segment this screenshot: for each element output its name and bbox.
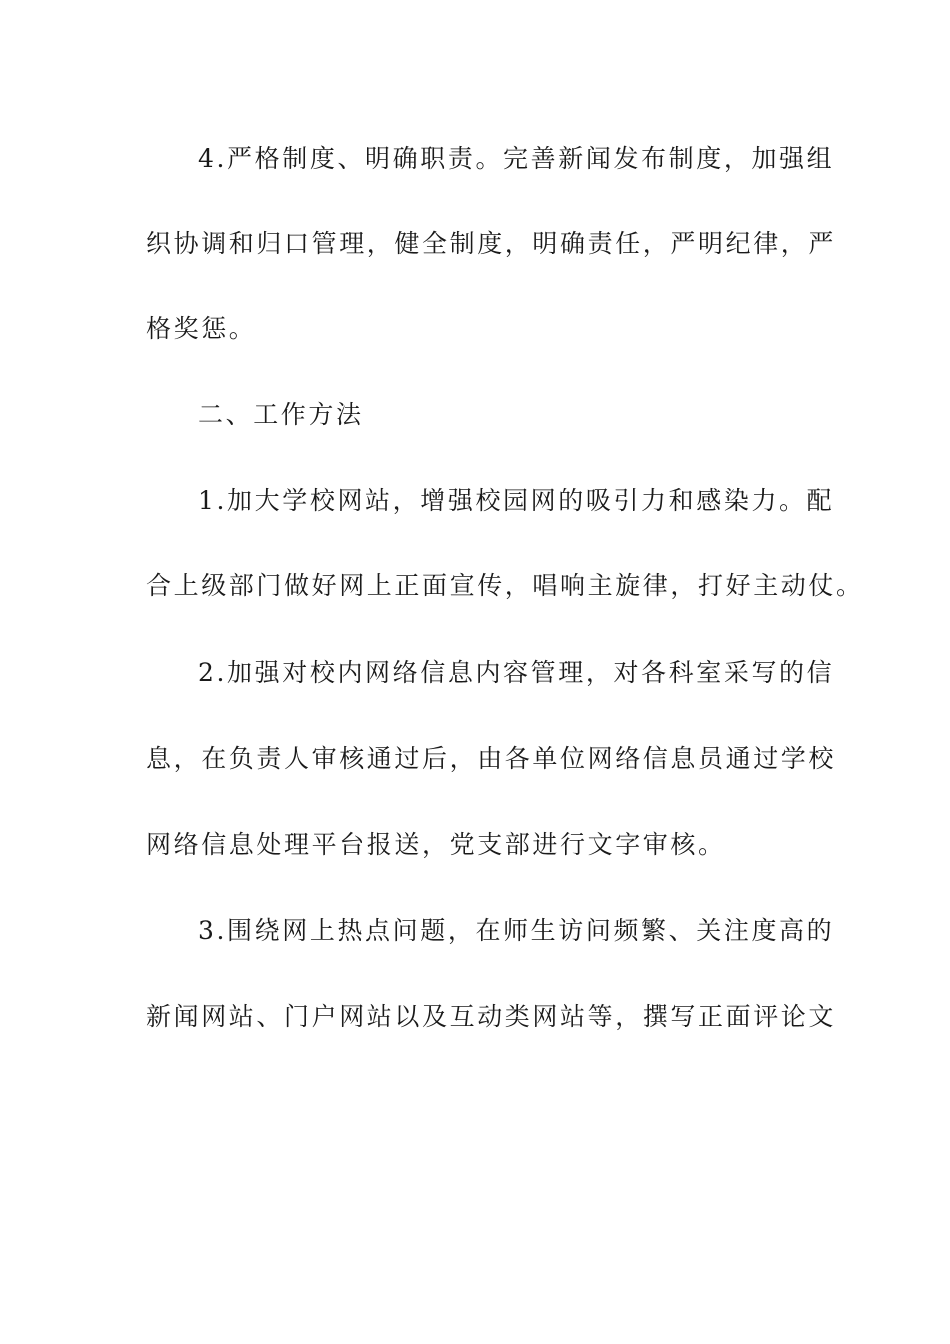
method-3-line-1: 3.围绕网上热点问题，在师生访问频繁、关注度高的 (198, 916, 835, 945)
method-1-line-1: 1.加大学校网站，增强校园网的吸引力和感染力。配 (198, 486, 835, 515)
paragraph-4-line-1: 4.严格制度、明确职责。完善新闻发布制度，加强组 (198, 144, 835, 173)
method-1-line-2: 合上级部门做好网上正面宣传，唱响主旋律，打好主动仗。 (146, 571, 864, 600)
method-3-line-2: 新闻网站、门户网站以及互动类网站等，撰写正面评论文 (146, 1002, 837, 1031)
paragraph-4-line-2: 织协调和归口管理，健全制度，明确责任，严明纪律，严 (146, 229, 837, 258)
method-2-line-1: 2.加强对校内网络信息内容管理，对各科室采写的信 (198, 658, 835, 687)
paragraph-4-line-3: 格奖惩。 (146, 314, 257, 343)
section-heading-methods: 二、工作方法 (198, 400, 364, 429)
method-2-line-2: 息，在负责人审核通过后，由各单位网络信息员通过学校 (146, 744, 837, 773)
method-2-line-3: 网络信息处理平台报送，党支部进行文字审核。 (146, 830, 726, 859)
